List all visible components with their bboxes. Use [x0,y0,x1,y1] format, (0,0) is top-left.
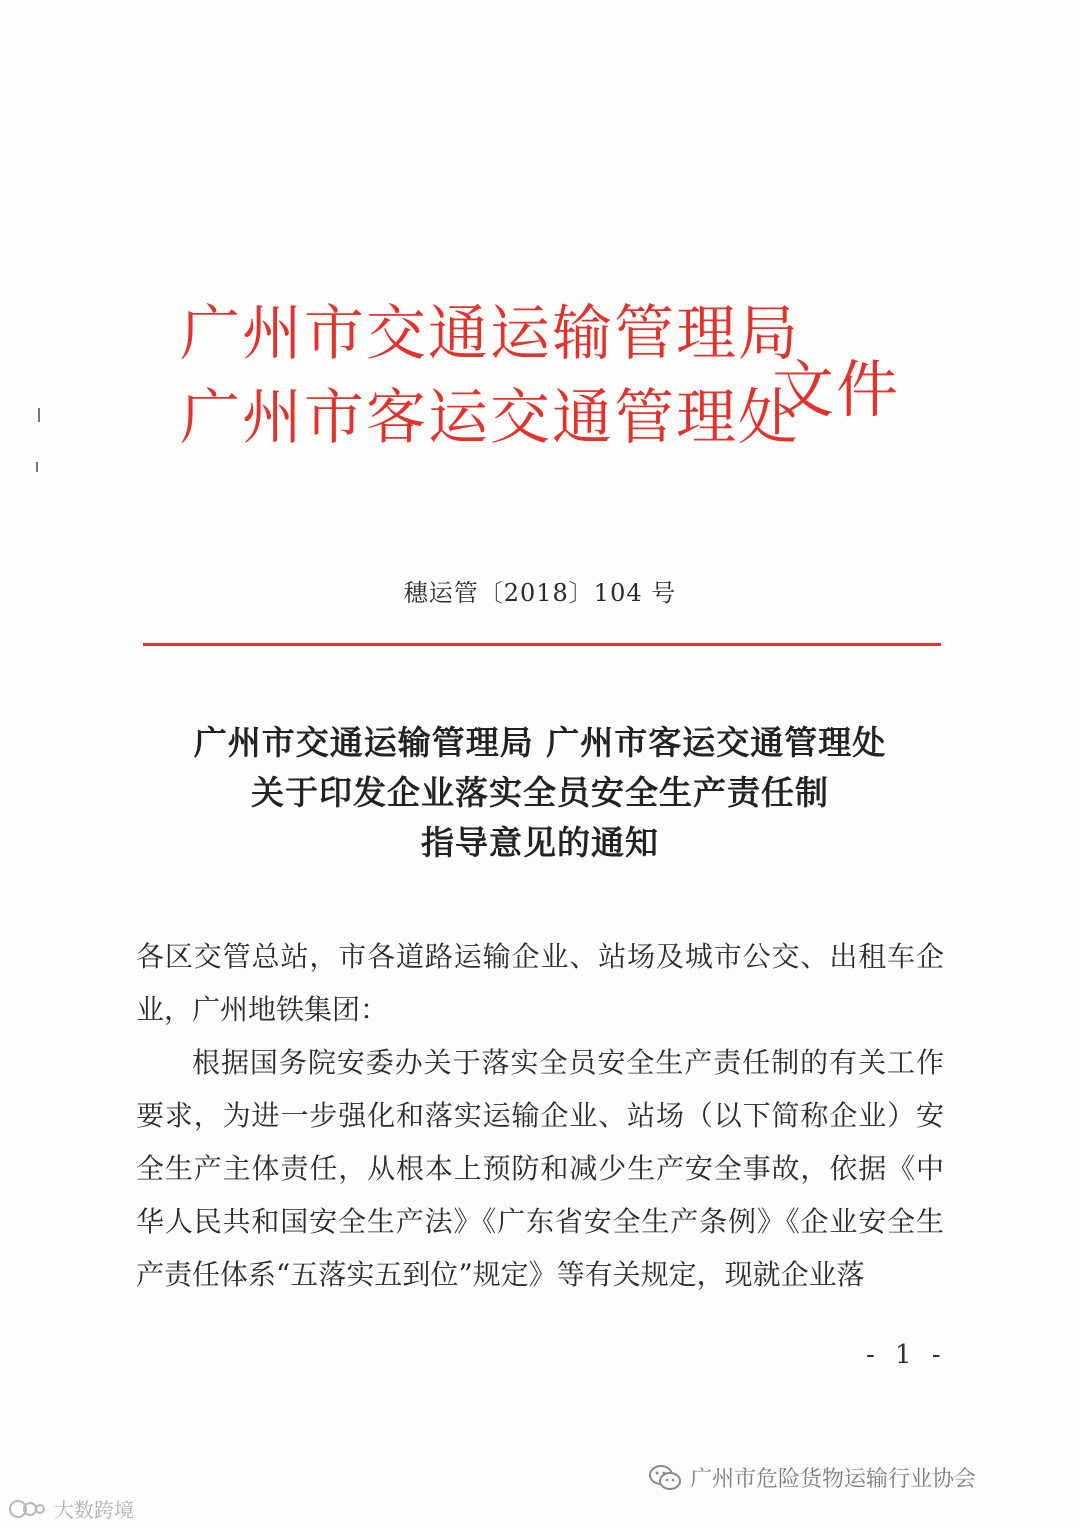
page-number: - 1 - [866,1340,947,1370]
notice-body [136,930,944,1301]
org-name-transport-bureau: 广州市交通运输管理局 [180,299,800,369]
brand-name: 大数跨境 [54,1498,134,1522]
wechat-watermark [648,1462,976,1493]
scan-speck [36,462,38,472]
notice-title [0,718,1080,868]
body-paragraph: 根据国务院安委办关于落实全员安全生产责任制的有关工作要求，为进一步强化和落实运输企业、站场（以下简称企业）安全生产主体责任，从根本上预防和减少生产安全事故，依据《中华人民共和国安全生产法》《广东省安全生产条例》《企业安全生产责任体系“五落实五到位”规定》等有关规定，现就企业落 [136,1046,944,1291]
wechat-account-name: 广州市危险货物运输行业协会 [690,1467,977,1492]
brand-watermark [8,1494,134,1523]
title-line: 指导意见的通知 [421,823,659,862]
wechat-icon [648,1464,682,1492]
title-line: 广州市交通运输管理局 广州市客运交通管理处 [193,723,887,762]
document-type-label: 文件 [772,353,901,426]
salutation: 各区交管总站，市各道路运输企业、站场及城市公交、出租车企业，广州地铁集团： [136,940,944,1026]
brand-logo-icon [8,1498,48,1520]
title-line: 关于印发企业落实全员安全生产责任制 [251,773,829,812]
red-divider-line [143,643,941,646]
issuing-organizations [180,292,800,460]
org-name-passenger-office: 广州市客运交通管理处 [180,383,800,453]
document-number: 穗运管〔2018〕104 号 [403,579,677,607]
scan-speck [38,408,40,422]
